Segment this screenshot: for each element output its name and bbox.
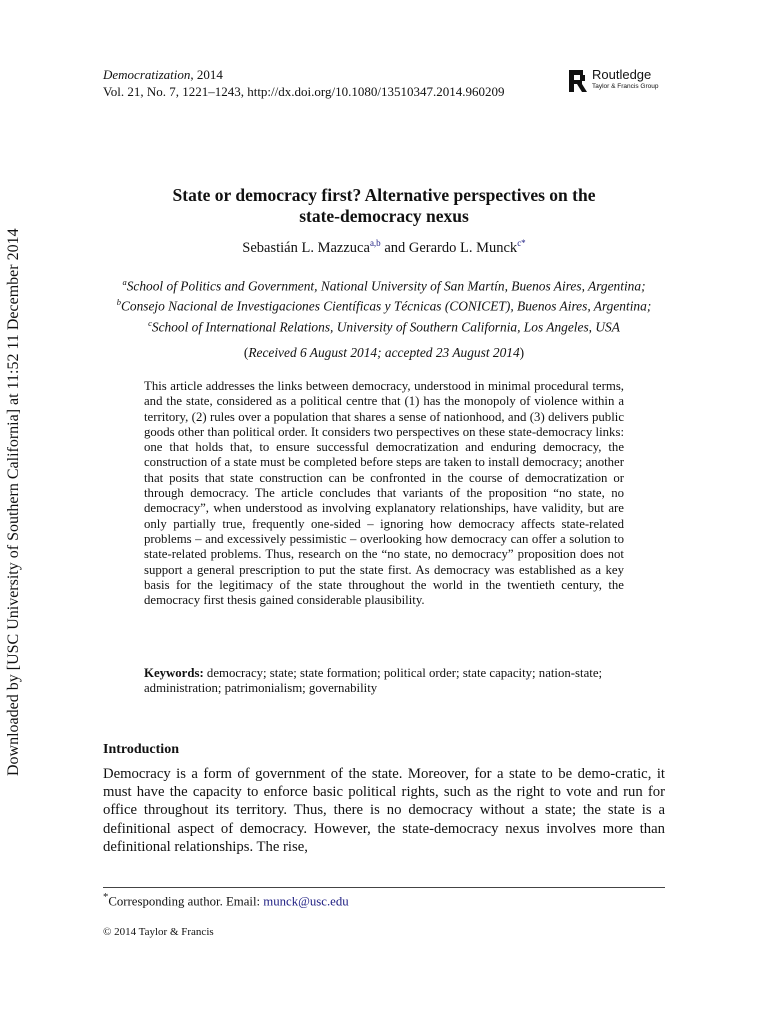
title-line-2: state-democracy nexus <box>299 206 469 226</box>
affil-c-marker: c <box>148 317 152 328</box>
received-dates: (Received 6 August 2014; accepted 23 August 2014) <box>243 345 525 360</box>
introduction-paragraph: Democracy is a form of government of the state. Moreover, for a state to be demo-cratic, it must have the capacity to enforce basic political rights, such as the right to vote and run for office throughout its territory. Thus, there is no democracy without a state; the state is a definitional aspect of democracy. However, the state-democracy nexus involves more than definitional relationships. The rise, <box>103 766 665 855</box>
author-2: Gerardo L. Munck <box>408 239 518 256</box>
affil-a-marker: a <box>122 277 127 287</box>
publisher-logo <box>567 68 667 98</box>
title-line-1: State or democracy first? Alternative perspectives on the <box>172 185 596 205</box>
section-heading-introduction: Introduction <box>103 742 179 757</box>
footnote-rule <box>103 887 665 888</box>
download-notice: Downloaded by [USC University of Southern California] at 11:52 11 December 2014 <box>5 228 22 776</box>
author-1-affil-ref[interactable]: a,b <box>369 238 381 248</box>
author-2-affil-ref[interactable]: c* <box>517 238 526 248</box>
received-text: Received 6 August 2014; accepted 23 August 2014 <box>248 345 520 360</box>
affil-b: Consejo Nacional de Investigaciones Científicas y Técnicas (CONICET), Buenos Aires, Argentina; <box>120 298 652 314</box>
abstract: This article addresses the links between democracy, understood in minimal procedural terms, and the state, considered as a political centre that (1) has the monopoly of violence within a territory, (2) rules over a population that shares a sense of nationhood, and (3) delivers public goods other than political order. It considers two perspectives on these state-democracy links: one that holds that, to ensure successful democratization and enduring democracy, the construction of a state must be completed before steps are taken to install democracy; another that posits that state construction can be confronted in the course of democratization or through democracy. The article concludes that variants of the proposition “no state, no democracy”, when understood as involving explanatory relationships, have validity, but are only partially true, frequently one-sided – ignoring how democracy affects state-related problems – and excessively pessimistic – overlooking how democracy can offer a solution to state-related problems. Thus, research on the “no state, no democracy” proposition does not support a general prescription to put the state first. As democracy was established as a key basis for the legitimacy of the state throughout the world in the twentieth century, the democracy first thesis gained considerable plausibility. <box>144 379 624 608</box>
footnote <box>103 892 349 909</box>
affil-b-marker: b <box>116 297 121 308</box>
author-1: Sebastián L. Mazzuca <box>242 239 370 256</box>
footnote-marker: * <box>103 892 109 903</box>
author-email-link[interactable]: munck@usc.edu <box>263 894 349 909</box>
affil-c: School of International Relations, University of Southern California, Los Angeles, USA <box>151 319 620 335</box>
author-join: and <box>380 239 409 256</box>
routledge-icon <box>567 68 589 94</box>
publisher-group: Taylor & Francis Group <box>592 83 659 90</box>
keywords-text: democracy; state; state formation; political order; state capacity; nation-state; administration; patrimonialism; governability <box>144 666 603 696</box>
keywords <box>144 666 624 697</box>
authors <box>103 238 665 257</box>
journal-citation <box>103 67 223 83</box>
affiliations <box>103 274 665 335</box>
footnote-label: Corresponding author. Email: <box>108 894 264 909</box>
journal-details[interactable]: Vol. 21, No. 7, 1221–1243, http://dx.doi.org/10.1080/13510347.2014.960209 <box>103 84 505 99</box>
journal-year: , 2014 <box>190 67 223 82</box>
keywords-label: Keywords: <box>144 666 204 680</box>
copyright: © 2014 Taylor & Francis <box>103 926 214 938</box>
affil-a: School of Politics and Government, National University of San Martín, Buenos Aires, Argentina; <box>126 278 646 294</box>
article-title <box>103 185 665 227</box>
publisher-name: Routledge <box>592 67 652 82</box>
journal-name: Democratization <box>103 67 191 82</box>
